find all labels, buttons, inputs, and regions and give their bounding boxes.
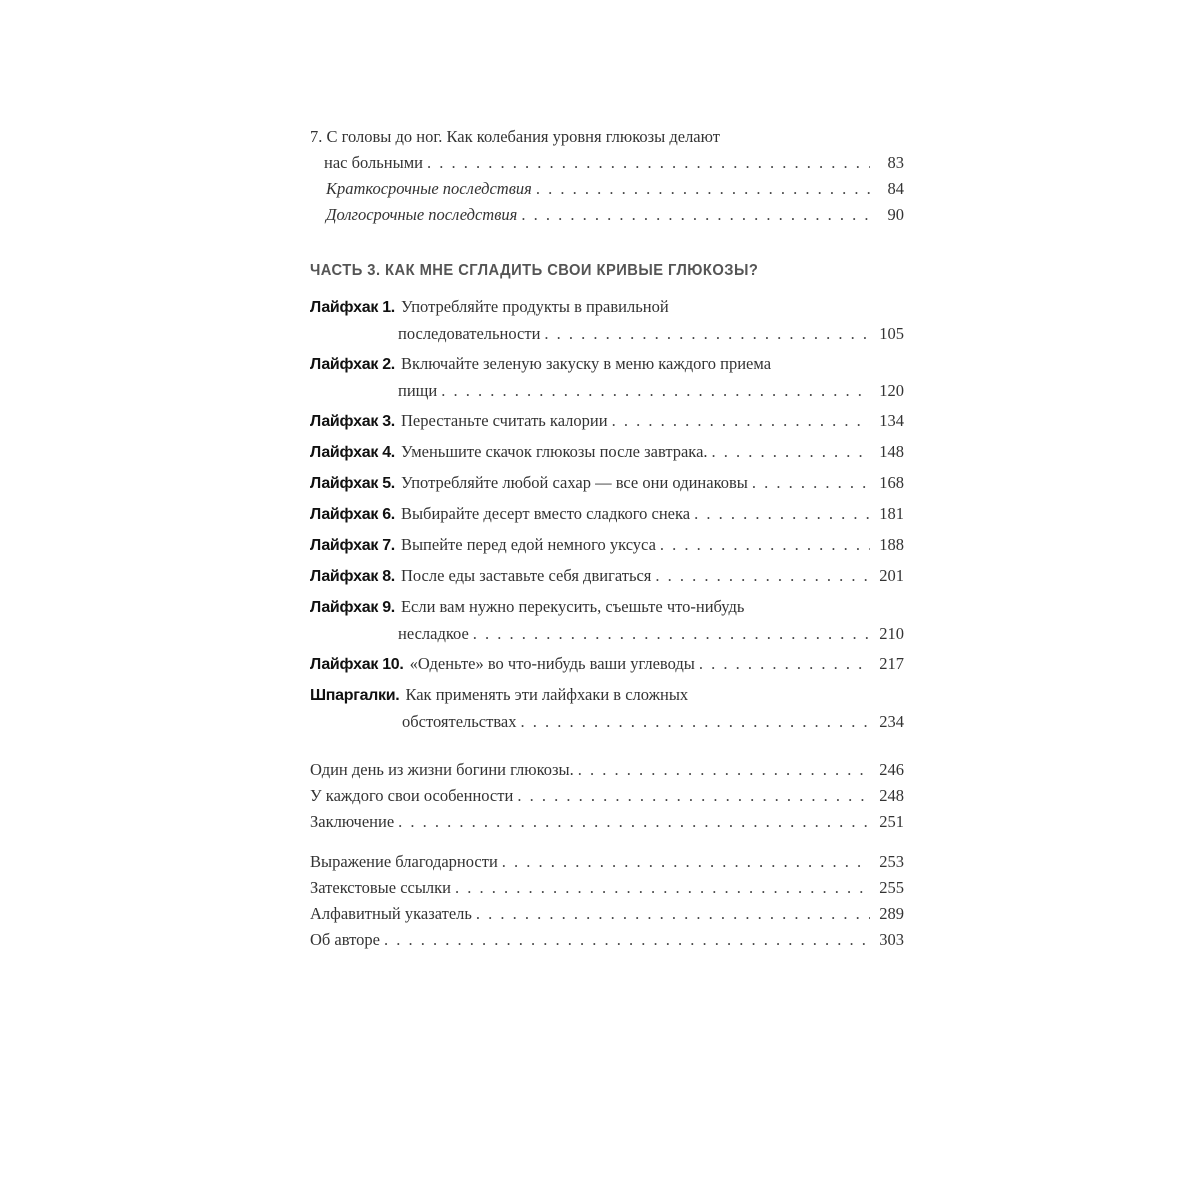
hack-label: Лайфхак 6. [310,506,395,523]
toc-page-number: 210 [879,624,904,643]
hack-label: Лайфхак 5. [310,475,395,492]
dot-leader [752,470,870,496]
toc-page-number: 83 [887,153,904,172]
toc-entry-acknowledgements[interactable] [310,849,904,875]
toc-entry-title: У каждого свои особенности [310,786,514,805]
toc-subentry-short-term[interactable] [310,176,904,202]
toc-page-number: 134 [879,411,904,430]
toc-subentry-long-term[interactable] [310,202,904,228]
toc-entry-index[interactable] [310,901,904,927]
part-3-heading: ЧАСТЬ 3. КАК МНЕ СГЛАДИТЬ СВОИ КРИВЫЕ ГЛЮКОЗЫ? [310,262,759,279]
toc-entry-title-line2: нас больными [324,153,423,172]
section-spacer [310,835,904,849]
hack-title: Выпейте перед едой немного уксуса [400,535,656,554]
toc-entry-hack-2[interactable] [310,351,904,404]
toc-entry-line [310,901,904,927]
toc-entry-line [310,849,904,875]
hack-label: Лайфхак 3. [310,413,395,430]
toc-page-number: 255 [879,878,904,897]
dot-leader [660,532,870,558]
toc-entry-title: Выражение благодарности [310,852,498,871]
hack-title-line2: пищи [398,381,438,400]
hack-label: Лайфхак 9. [310,599,395,616]
dot-leader [521,202,870,228]
toc-entry-hack-4[interactable] [310,439,904,466]
dot-leader [520,709,870,735]
toc-page-number: 251 [879,812,904,831]
toc-entry-references[interactable] [310,875,904,901]
toc-page-number: 181 [879,504,904,523]
toc-entry-line [310,124,904,150]
hack-title-line2: последовательности [398,324,541,343]
dot-leader [476,901,870,927]
toc-page-number: 105 [879,324,904,343]
toc-entry-line [310,875,904,901]
toc-entry-line [310,682,904,709]
toc-entry-title: Затекстовые ссылки [310,878,452,897]
toc-page-number: 303 [879,930,904,949]
dot-leader [441,378,870,404]
toc-page-number: 248 [879,786,904,805]
toc-entry-hack-8[interactable] [310,563,904,590]
toc-page-number: 289 [879,904,904,923]
dot-leader [699,651,870,677]
table-of-contents [310,124,904,953]
toc-entry-hack-3[interactable] [310,408,904,435]
dot-leader [502,849,870,875]
hack-title-line1: Как применять эти лайфхаки в сложных [405,685,689,704]
toc-page-number: 90 [887,205,904,224]
toc-entry-hack-7[interactable] [310,532,904,559]
toc-page-number: 168 [879,473,904,492]
dot-leader [712,439,870,465]
toc-entry-line [310,294,904,321]
toc-entry-line [310,757,904,783]
section-spacer [310,739,904,757]
dot-leader [694,501,870,527]
toc-entry-hack-9[interactable] [310,594,904,647]
toc-entry-hack-5[interactable] [310,470,904,497]
dot-leader [517,783,870,809]
toc-entry-line [310,532,904,559]
toc-entry-line [310,809,904,835]
toc-entry-line [310,621,904,647]
hack-title-line1: Включайте зеленую закуску в меню каждого приема [400,354,772,373]
hack-title: «Оденьте» во что-нибудь ваши углеводы [409,654,695,673]
toc-entry-line [310,563,904,590]
toc-page-number: 234 [879,712,904,731]
toc-entry-line [310,501,904,528]
hack-title: Выбирайте десерт вместо сладкого снека [400,504,691,523]
toc-entry-cheat-sheets[interactable] [310,682,904,735]
toc-entry-title: Об авторе [310,930,380,949]
dot-leader [612,408,870,434]
hack-label: Лайфхак 7. [310,537,395,554]
toc-page-number: 201 [879,566,904,585]
toc-page-number: 246 [879,760,904,779]
toc-entry-line [310,439,904,466]
toc-subentry-title: Краткосрочные последствия [326,179,532,198]
toc-subentry-title: Долгосрочные последствия [326,205,518,224]
toc-entry-line [310,321,904,347]
hack-label: Лайфхак 8. [310,568,395,585]
toc-entry-line [310,150,904,176]
toc-entry-hack-10[interactable] [310,651,904,678]
hack-title: Уменьшите скачок глюкозы после завтрака. [400,442,708,461]
hack-label: Лайфхак 1. [310,299,395,316]
toc-page-number: 253 [879,852,904,871]
dot-leader [655,563,870,589]
toc-entry-features[interactable] [310,783,904,809]
toc-entry-title: Один день из жизни богини глюкозы. [310,760,574,779]
dot-leader [455,875,870,901]
toc-entry-line [310,408,904,435]
toc-entry-hack-6[interactable] [310,501,904,528]
hack-title-line1: Употребляйте продукты в правильной [400,297,669,316]
toc-entry-line [310,594,904,621]
hack-title-line2: несладкое [398,624,469,643]
dot-leader [427,150,870,176]
dot-leader [473,621,870,647]
toc-entry-hack-1[interactable] [310,294,904,347]
hack-title-line2: обстоятельствах [402,712,517,731]
toc-entry-goddess-day[interactable] [310,757,904,783]
toc-page-number: 148 [879,442,904,461]
toc-entry-line [310,783,904,809]
toc-page-number: 217 [879,654,904,673]
toc-entry-chapter-7[interactable] [310,124,904,176]
hack-label: Лайфхак 2. [310,356,395,373]
toc-entry-line [310,709,904,735]
dot-leader [536,176,870,202]
toc-page-number: 188 [879,535,904,554]
toc-entry-line [310,927,904,953]
toc-entry-title-line1: 7. С головы до ног. Как колебания уровня глюкозы делают [310,127,720,146]
toc-page-number: 120 [879,381,904,400]
dot-leader [384,927,870,953]
toc-entry-line [310,470,904,497]
toc-entry-title: Заключение [310,812,395,831]
toc-entry-line [310,651,904,678]
dot-leader [578,757,870,783]
toc-entry-line [310,202,904,228]
toc-entry-line [310,351,904,378]
toc-entry-about-author[interactable] [310,927,904,953]
toc-entry-title: Алфавитный указатель [310,904,472,923]
hack-label: Лайфхак 4. [310,444,395,461]
hack-label: Шпаргалки. [310,687,400,704]
toc-entry-line [310,378,904,404]
dot-leader [398,809,870,835]
hack-title-line1: Если вам нужно перекусить, съешьте что-нибудь [400,597,745,616]
hack-title: Перестаньте считать калории [400,411,608,430]
toc-entry-line [310,176,904,202]
hack-label: Лайфхак 10. [310,656,404,673]
hack-title: Употребляйте любой сахар — все они одинаковы [400,473,748,492]
hack-title: После еды заставьте себя двигаться [400,566,652,585]
dot-leader [544,321,870,347]
toc-page-number: 84 [887,179,904,198]
toc-entry-conclusion[interactable] [310,809,904,835]
